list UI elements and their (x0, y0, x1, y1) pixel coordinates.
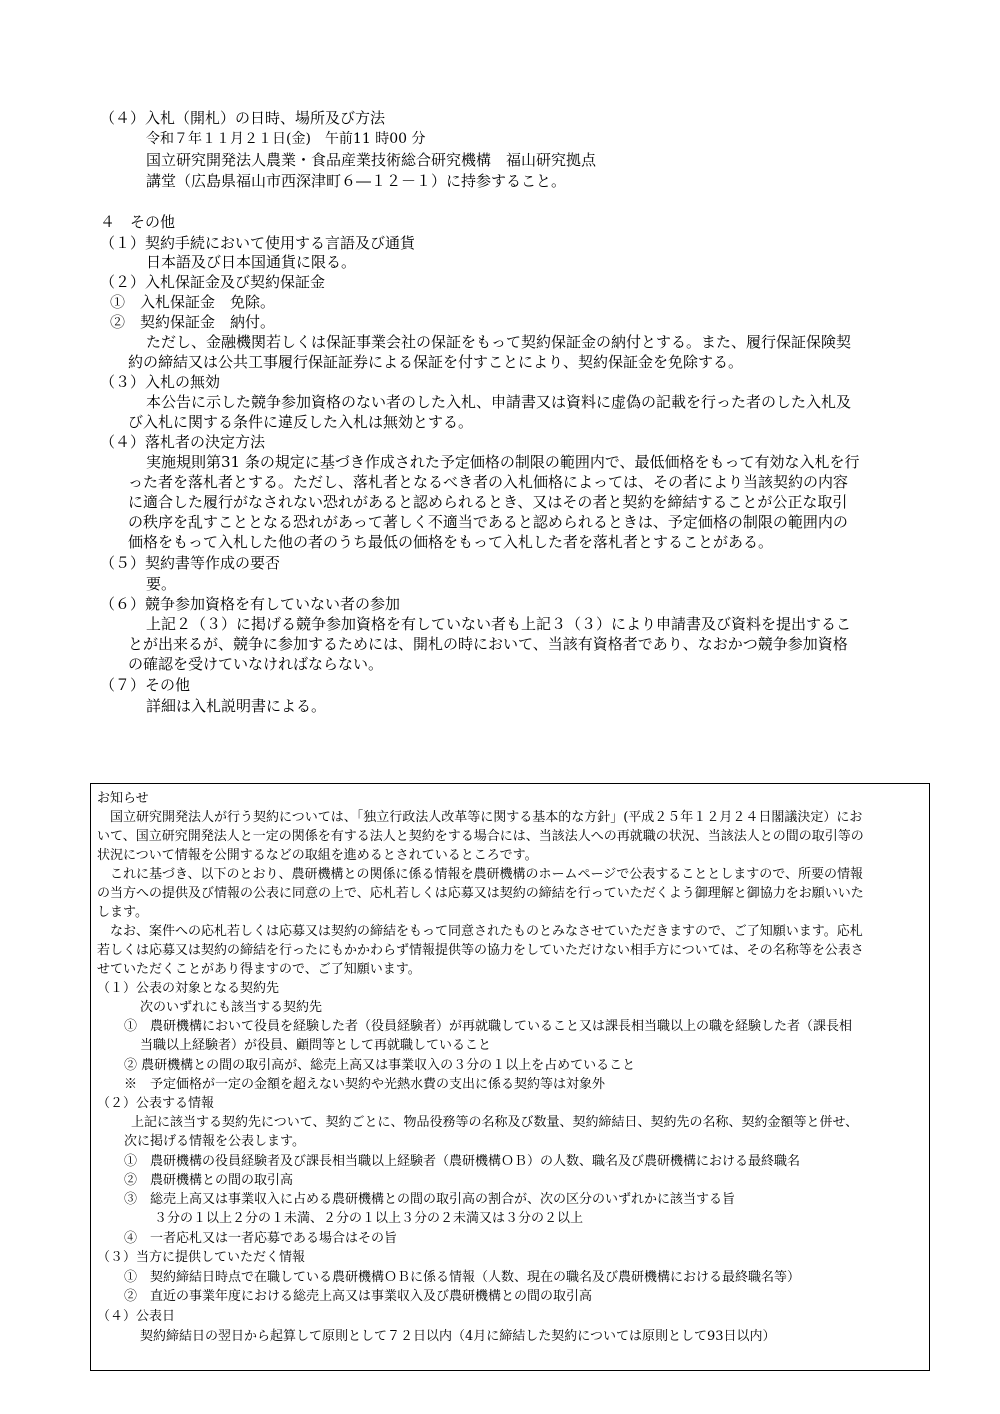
notice-p2-line1: これに基づき、以下のとおり、農研機構との関係に係る情報を農研機構のホームページで公表することとしますので、所要の情報 (110, 867, 863, 882)
notice-s3-item2: ② 直近の事業年度における総売上高又は事業収入及び農研機構との間の取引高 (124, 1289, 593, 1304)
winner-method-text-4: の秩序を乱すこととなる恐れがあって著しく不適当であると認められるときは、予定価格の制限の範囲内の (128, 513, 848, 531)
winner-method-text-3: に適合した履行がなされない恐れがあると認められるとき、又はその者と契約を締結することが公正な取引 (128, 493, 848, 511)
notice-p2-line3: します。 (97, 905, 148, 920)
notice-s2-intro-line2: 次に掲げる情報を公表します。 (124, 1134, 305, 1149)
notice-p1-line1: 国立研究開発法人が行う契約については、「独立行政法人改革等に関する基本的な方針」(平成２５年１２月２４日閣議決定）にお (110, 810, 863, 825)
invalid-bid-text-2: び入札に関する条件に違反した入札は無効とする。 (128, 413, 474, 431)
unqualified-text-1: 上記２（３）に掲げる競争参加資格を有していない者も上記３（３）により申請書及び資料を提出するこ (146, 615, 852, 633)
notice-s1-intro: 次のいずれにも該当する契約先 (140, 1000, 323, 1015)
notice-s3-item1: ① 契約締結日時点で在職している農研機構ＯＢに係る情報（人数、現在の職名及び農研機構における最終職名等） (124, 1270, 801, 1285)
unqualified-heading: （６）競争参加資格を有していない者の参加 (100, 595, 401, 613)
winner-method-heading: （４）落札者の決定方法 (100, 433, 266, 451)
unqualified-text-2: とが出来るが、競争に参加するためには、開札の時において、当該有資格者であり、なおかつ競争参加資格 (128, 635, 848, 653)
winner-method-text-1: 実施規則第31 条の規定に基づき作成された予定価格の制限の範囲内で、最低価格をもって有効な入札を行 (146, 453, 860, 471)
notice-s2-heading: （２）公表する情報 (97, 1096, 215, 1111)
bid-schedule-heading: （４）入札（開札）の日時、場所及び方法 (100, 109, 386, 127)
bid-date: 令和７年１１月２１日(金) 午前11 時00 分 (146, 131, 426, 147)
notice-p3-line3: せていただくことがあり得ますので、ご了知願います。 (97, 962, 421, 977)
notice-box (90, 783, 930, 1371)
language-currency-heading: （１）契約手続において使用する言語及び通貨 (100, 234, 416, 252)
notice-s2-item4: ④ 一者応札又は一者応募である場合はその旨 (124, 1231, 398, 1246)
notice-s4-heading: （４）公表日 (97, 1309, 176, 1324)
notice-s1-heading: （１）公表の対象となる契約先 (97, 981, 280, 996)
other-text: 詳細は入札説明書による。 (146, 697, 327, 715)
invalid-bid-text-1: 本公告に示した競争参加資格のない者のした入札、申請書又は資料に虚偽の記載を行った者のした入札及 (146, 393, 852, 411)
bid-deposit: ① 入札保証金 免除。 (110, 293, 276, 311)
contract-doc-text: 要。 (146, 575, 177, 593)
notice-s2-item1: ① 農研機構の役員経験者及び課長相当職以上経験者（農研機構ＯＢ）の人数、職名及び農研機構における最終職名 (124, 1154, 801, 1169)
notice-s2-item2: ② 農研機構との間の取引高 (124, 1173, 294, 1188)
bid-place: 国立研究開発法人農業・食品産業技術総合研究機構 福山研究拠点 (146, 151, 597, 169)
deposit-text-1: ただし、金融機関若しくは保証事業会社の保証をもって契約保証金の納付とする。また、履行保証保険契 (146, 333, 852, 351)
invalid-bid-heading: （３）入札の無効 (100, 373, 221, 391)
bid-room: 講堂（広島県福山市西深津町６―１２－１）に持参すること。 (146, 172, 567, 190)
notice-p3-line2: 若しくは応募又は契約の締結を行ったにもかかわらず情報提供等の協力をしていただけない相手方については、その名称等を公表さ (97, 943, 864, 958)
winner-method-text-2: った者を落札者とする。ただし、落札者となるべき者の入札価格によっては、その者により当該契約の内容 (128, 473, 849, 491)
notice-s1-item2: ② 農研機構との間の取引高が、総売上高又は事業収入の３分の１以上を占めていること (124, 1058, 636, 1073)
notice-s4-text: 契約締結日の翌日から起算して原則として７２日以内（4月に締結した契約については原則として93日以内） (140, 1329, 776, 1344)
notice-s1-item1-line1: ① 農研機構において役員を経験した者（役員経験者）が再就職していること又は課長相当職以上の職を経験した者（課長相 (124, 1019, 853, 1034)
notice-title: お知らせ (97, 791, 149, 806)
language-currency-text: 日本語及び日本国通貨に限る。 (146, 253, 357, 271)
unqualified-text-3: の確認を受けていなければならない。 (128, 655, 384, 673)
notice-s2-item3-detail: ３分の１以上２分の１未満、２分の１以上３分の２未満又は３分の２以上 (154, 1211, 584, 1226)
contract-deposit: ② 契約保証金 納付。 (110, 313, 276, 331)
notice-p1-line2: いて、国立研究開発法人と一定の関係を有する法人と契約をする場合には、当該法人への再就職の状況、当該法人との間の取引等の (97, 829, 864, 844)
section-4-heading: ４ その他 (100, 213, 176, 231)
contract-doc-heading: （５）契約書等作成の要否 (100, 554, 281, 572)
notice-p3-line1: なお、案件への応札若しくは応募又は契約の締結をもって同意されたものとみなさせていただきますので、ご了知願います。応札 (110, 924, 863, 939)
notice-s2-intro-line1: 上記に該当する契約先について、契約ごとに、物品役務等の名称及び数量、契約締結日、契約先の名称、契約金額等と併せ、 (131, 1115, 859, 1130)
notice-s1-item1-line2: 当職以上経験者）が役員、顧問等として再就職していること (140, 1038, 492, 1053)
notice-p1-line3: 状況について情報を公開するなどの取組を進めるとされているところです。 (97, 848, 538, 863)
other-heading: （７）その他 (100, 676, 191, 694)
deposit-text-2: 約の締結又は公共工事履行保証証券による保証を付すことにより、契約保証金を免除する。 (128, 353, 744, 371)
notice-s2-item3: ③ 総売上高又は事業収入に占める農研機構との間の取引高の割合が、次の区分のいずれかに該当する旨 (124, 1192, 736, 1207)
notice-s1-note: ※ 予定価格が一定の金額を超えない契約や光熱水費の支出に係る契約等は対象外 (124, 1077, 606, 1092)
deposit-heading: （２）入札保証金及び契約保証金 (100, 273, 326, 291)
notice-s3-heading: （３）当方に提供していただく情報 (97, 1250, 306, 1265)
notice-p2-line2: の当方への提供及び情報の公表に同意の上で、応札若しくは応募又は契約の締結を行っていただくよう御理解と御協力をお願いいた (97, 886, 864, 901)
winner-method-text-5: 価格をもって入札した他の者のうち最低の価格をもって入札した者を落札者とすることがある。 (128, 533, 774, 551)
